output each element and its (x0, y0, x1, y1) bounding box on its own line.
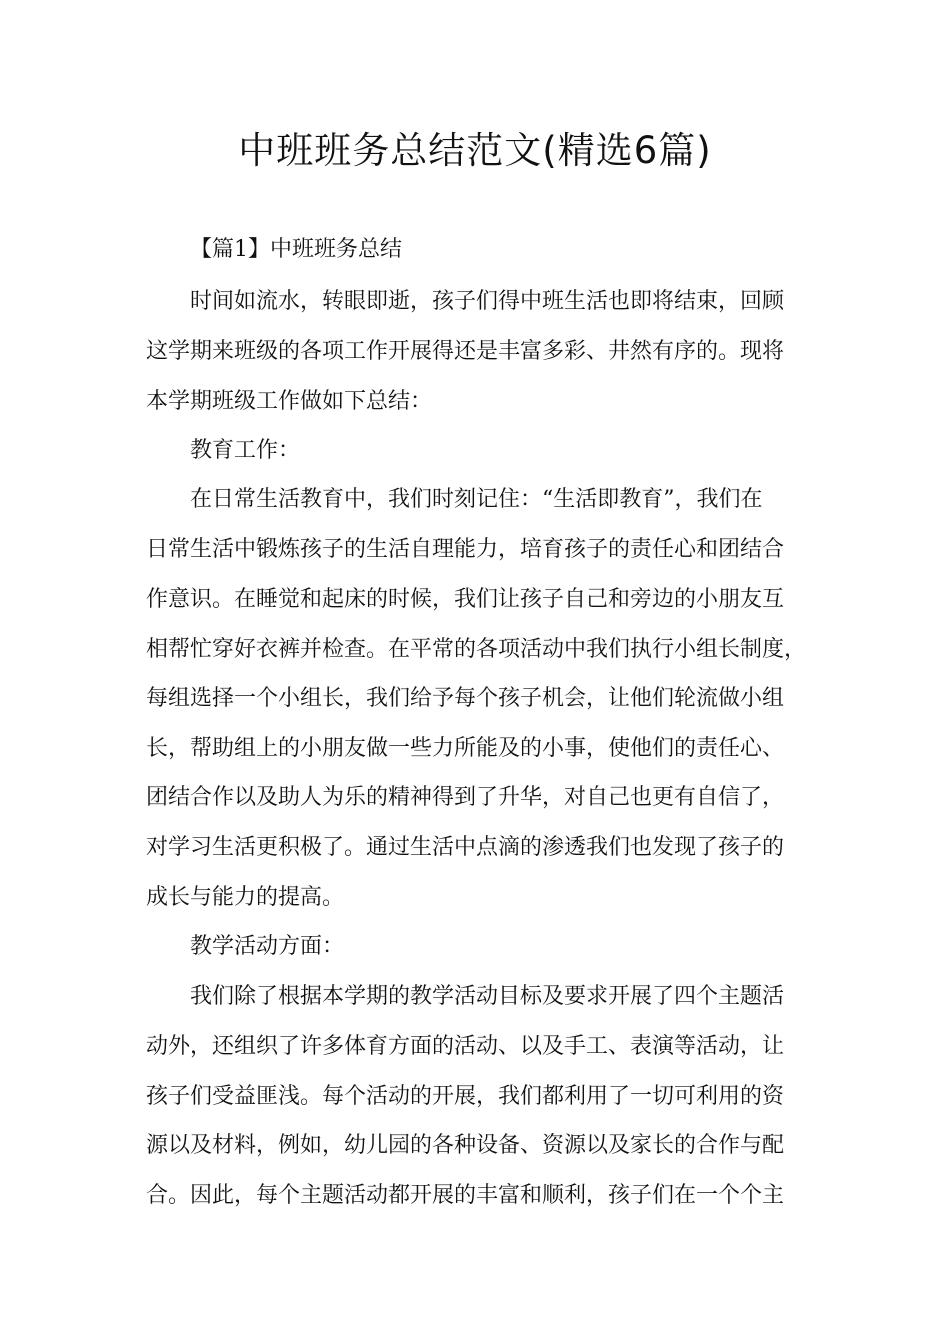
document-title: 中班班务总结范文(精选6篇) (238, 129, 712, 172)
paragraph-line: 作意识。在睡觉和起床的时候，我们让孩子自己和旁边的小朋友互 (146, 587, 785, 612)
paragraph-line: 对学习生活更积极了。通过生活中点滴的渗透我们也发现了孩子的 (146, 835, 785, 860)
paragraph-line: 长，帮助组上的小朋友做一些力所能及的小事，使他们的责任心、 (146, 736, 785, 761)
paragraph-line: 合。因此，每个主题活动都开展的丰富和顺利，孩子们在一个个主 (146, 1183, 785, 1208)
paragraph-line: 日常生活中锻炼孩子的生活自理能力，培育孩子的责任心和团结合 (146, 537, 785, 562)
paragraph-line: 每组选择一个小组长，我们给予每个孩子机会，让他们轮流做小组 (146, 686, 785, 711)
paragraph-line: 本学期班级工作做如下总结： (146, 389, 433, 414)
subheading: 教育工作： (190, 438, 301, 463)
subheading: 教学活动方面： (190, 934, 345, 959)
paragraph-line: 动外，还组织了许多体育方面的活动、以及手工、表演等活动，让 (146, 1034, 785, 1059)
paragraph-line: 我们除了根据本学期的教学活动目标及要求开展了四个主题活 (190, 984, 785, 1009)
paragraph-line: 孩子们受益匪浅。每个活动的开展，我们都利用了一切可利用的资 (146, 1084, 785, 1109)
paragraph-line: 成长与能力的提高。 (146, 885, 345, 910)
paragraph-line: 相帮忙穿好衣裤并检查。在平常的各项活动中我们执行小组长制度， (146, 637, 807, 662)
paragraph-line: 在日常生活教育中，我们时刻记住：“生活即教育”，我们在 (190, 487, 763, 512)
paragraph-line: 源以及材料，例如，幼儿园的各种设备、资源以及家长的合作与配 (146, 1133, 785, 1158)
paragraph-line: 这学期来班级的各项工作开展得还是丰富多彩、井然有序的。现将 (146, 339, 785, 364)
section-heading: 【篇1】中班班务总结 (190, 237, 402, 262)
paragraph-line: 团结合作以及助人为乐的精神得到了升华，对自己也更有自信了， (146, 785, 785, 810)
paragraph-line: 时间如流水，转眼即逝，孩子们得中班生活也即将结束，回顾 (190, 289, 785, 314)
